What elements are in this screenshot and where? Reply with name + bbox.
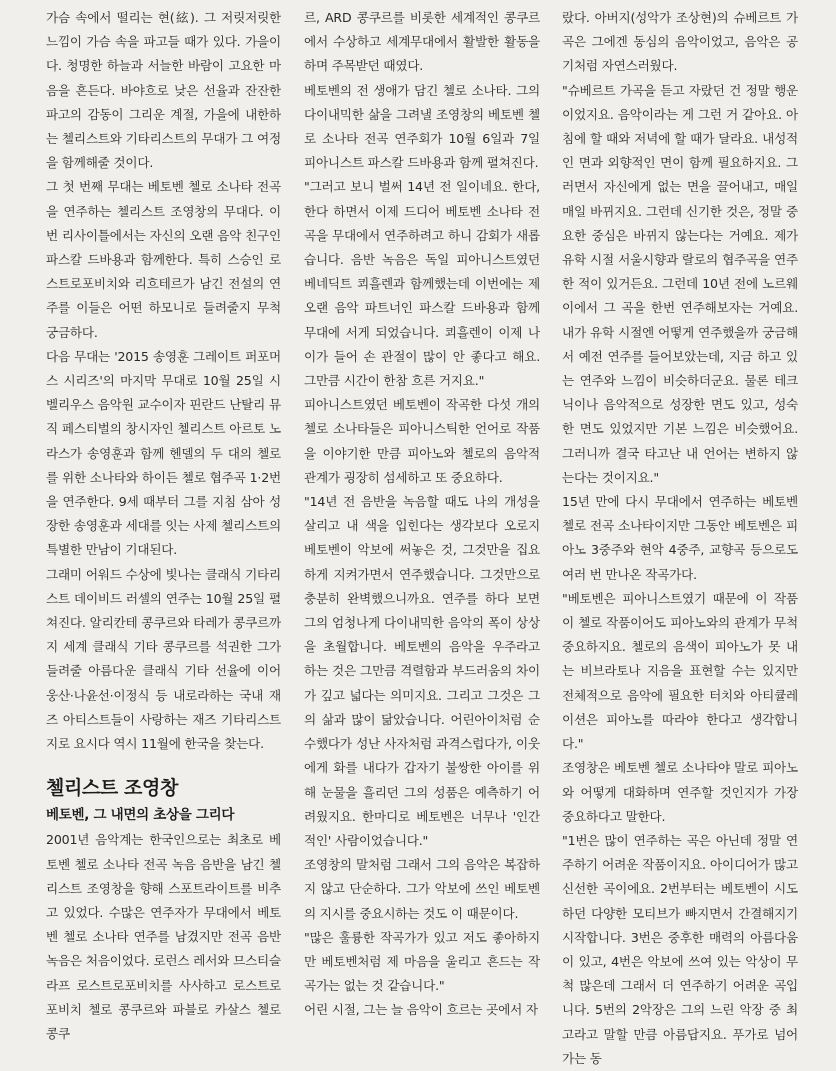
body-paragraph: 그래미 어워드 수상에 빛나는 클래식 기타리스트 데이비드 러셀의 연주는 10월 25일 펼쳐진다. 알리칸테 콩쿠르와 타레가 콩쿠르까지 세계 클래식 기타 콩쿠르를 석권한 그가 들려줄 아름다운 클래식 기타 선율에 이어 웅산·나윤선·이정식 등 내로라하는 국내 재즈 아티스트들이 사랑하는 재즈 기타리스트 지로 요시다 역시 11월에 한국을 찾는다. bbox=[46, 566, 281, 752]
body-paragraph: 조영창은 베토벤 첼로 소나타야 말로 피아노와 어떻게 대화하며 연주할 것인지가 가장 중요하다고 말한다. bbox=[562, 760, 798, 824]
quote-paragraph: "슈베르트 가곡을 듣고 자랐던 건 정말 행운이었지요. 음악이라는 게 그런 거 같아요. 아침에 할 때와 저녁에 할 때가 달라요. 내성적인 면과 외향적인 면이 함께 필요하지요. 그러면서 자신에게 없는 면을 끌어내고, 매일매일 바뀌지요. 그런데 신기한 것은, 정말 중요한 중심은 바뀌지 않는다는 거예요. 제가 유학 시절 서울시향과 랄로의 협주곡을 연주한 적이 있거든요. 그런데 10년 전에 노르웨이에서 그 곡을 한번 연주해보자는 거예요. 내가 유학 시절엔 어떻게 연주했을까 궁금해서 예전 연주를 들어보았는데, 지금 하고 있는 연주와 느낌이 비슷하더군요. 물론 테크닉이나 음악적으로 성장한 면도 있고, 성숙한 면도 있었지만 기본 느낌은 비슷했어요. 그러니까 결국 타고난 내 언어는 변하지 않는다는 것이지요." bbox=[562, 82, 798, 485]
body-paragraph: 가슴 속에서 떨리는 현(絃). 그 저릿저릿한 느낌이 가슴 속을 파고들 때가 있다. 가을이다. 청명한 하늘과 서늘한 바람이 고요한 마음을 흔든다. 바야흐로 낮은 선율과 잔잔한 파고의 감동이 그리운 계절, 가을에 내한하는 첼리스트와 기타리스트의 무대가 그 여정을 함께해줄 것이다. bbox=[46, 10, 281, 171]
body-paragraph: 베토벤의 전 생애가 담긴 첼로 소나타. 그의 다이내믹한 삶을 그려낼 조영창의 베토벤 첼로 소나타 전곡 연주회가 10월 6일과 7일 피아니스트 파스칼 드바용과 함께 펼쳐진다. bbox=[304, 82, 540, 171]
body-paragraph: 랐다. 아버지(성악가 조상현)의 슈베르트 가곡은 그에겐 동심의 음악이었고, 음악은 공기처럼 자연스러웠다. bbox=[562, 10, 798, 74]
body-paragraph: 그 첫 번째 무대는 베토벤 첼로 소나타 전곡을 연주하는 첼리스트 조영창의 무대다. 이번 리사이틀에서는 자신의 오랜 음악 친구인 파스칼 드바용과 함께한다. 특히 스승인 로스트로포비치와 리흐테르가 남긴 전설의 연주를 이들은 어떤 하모니로 들려줄지 무척 궁금하다. bbox=[46, 179, 281, 340]
quote-paragraph: "1번은 많이 연주하는 곡은 아닌데 정말 연주하기 어려운 작품이지요. 아이디어가 많고 신선한 곡이에요. 2번부터는 베토벤이 시도하던 다양한 모티브가 빠지면서 간결해지기 시작합니다. 3번은 중후한 매력의 아름다움이 있고, 4번은 악보에 쓰여 있는 악상이 무척 많은데 그래서 더 연주하기 어려운 곡입니다. 5번의 2악장은 그의 느린 악장 중 최고라고 말할 만큼 아름답지요. 푸가로 넘어가는 동 bbox=[562, 832, 798, 1066]
text-column-right bbox=[562, 6, 798, 1071]
body-paragraph: 15년 만에 다시 무대에서 연주하는 베토벤 첼로 전곡 소나타이지만 그동안 베토벤은 피아노 3중주와 현악 4중주, 교향곡 등으로도 여러 번 만나온 작곡가다. bbox=[562, 494, 798, 582]
quote-paragraph: "많은 훌륭한 작곡가가 있고 저도 좋아하지만 베토벤처럼 제 마음을 울리고 흔드는 작곡가는 없는 것 같습니다." bbox=[304, 929, 540, 994]
body-paragraph: 다음 무대는 '2015 송영훈 그레이트 퍼포머스 시리즈'의 마지막 무대로 10월 25일 시벨리우스 음악원 교수이자 핀란드 난탈리 뮤직 페스티벌의 창시자인 첼리스트 아르토 노라스가 송영훈과 함께 헨델의 두 대의 첼로를 위한 소나타와 하이든 첼로 협주곡 1·2번을 연주한다. 9세 때부터 그를 지침 삼아 성장한 송영훈과 세대를 잇는 사제 첼리스트의 특별한 만남이 기대된다. bbox=[46, 348, 281, 558]
body-paragraph: 피아니스트였던 베토벤이 작곡한 다섯 개의 첼로 소나타들은 피아니스틱한 언어로 작품을 이야기한 만큼 피아노와 첼로의 음악적 관계가 굉장히 섬세하고 또 중요하다. bbox=[304, 397, 540, 485]
body-paragraph: 르, ARD 콩쿠르를 비롯한 세계적인 콩쿠르에서 수상하고 세계무대에서 활발한 활동을 하며 주목받던 때였다. bbox=[304, 10, 540, 74]
quote-paragraph: "그러고 보니 벌써 14년 전 일이네요. 한다, 한다 하면서 이제 드디어 베토벤 소나타 전곡을 무대에서 연주하려고 하니 감회가 새롭습니다. 음반 녹음은 독일 피아니스트였던 베네딕트 쾨흘렌과 함께했는데 이번에는 제 오랜 음악 파트너인 파스칼 드바용과 함께 무대에 서게 되었습니다. 쾨흘렌이 이제 나이가 들어 손 관절이 많이 안 좋다고 해요. 그만큼 시간이 한참 흐른 거지요." bbox=[304, 179, 540, 389]
section-title: 첼리스트 조영창 bbox=[46, 777, 178, 800]
text-column-left bbox=[46, 6, 281, 1046]
section-subtitle: 베토벤, 그 내면의 초상을 그리다 bbox=[46, 807, 235, 824]
quote-paragraph: "14년 전 음반을 녹음할 때도 나의 개성을 살리고 내 색을 입힌다는 생각보다 오로지 베토벤이 악보에 써놓은 것, 그것만을 집요하게 지켜가면서 연주했습니다. 그것만으로 충분히 완벽했으니까요. 연주를 하다 보면 그의 엄청나게 다이내믹한 음악의 폭이 상상을 초월합니다. 베토벤의 음악을 우주라고 하는 것은 그만큼 격렬함과 부드러움의 차이가 깊고 넓다는 의미지요. 그리고 그것은 그의 삶과 많이 닮았습니다. 어린아이처럼 순수했다가 성난 사자처럼 과격스럽다가, 이웃에게 화를 내다가 갑자기 불쌍한 아이를 위해 눈물을 흘리던 그의 성품은 예측하기 어려웠지요. 한마디로 베토벤은 너무나 '인간적인' 사람이었습니다." bbox=[304, 494, 540, 848]
text-column-middle bbox=[304, 6, 540, 1023]
quote-paragraph: "베토벤은 피아니스트였기 때문에 이 작품이 첼로 작품이어도 피아노와의 관계가 무척 중요하지요. 첼로의 음색이 피아노가 못 내는 비브라토나 지음을 표현할 수는 있지만 전체적으로 음악에 필요한 터치와 아티큘레이션은 피아노를 따라야 한다고 생각합니다." bbox=[562, 590, 798, 752]
body-paragraph: 조영창의 말처럼 그래서 그의 음악은 복잡하지 않고 단순하다. 그가 악보에 쓰인 베토벤의 지시를 중요시하는 것도 이 때문이다. bbox=[304, 857, 540, 921]
body-paragraph: 어린 시절, 그는 늘 음악이 흐르는 곳에서 자 bbox=[304, 1002, 538, 1018]
body-paragraph: 2001년 음악계는 한국인으로는 최초로 베토벤 첼로 소나타 전곡 녹음 음반을 남긴 첼리스트 조영창을 향해 스포트라이트를 비추고 있었다. 수많은 연주자가 무대에서 베토벤 첼로 소나타 연주를 남겼지만 전곡 음반 녹음은 처음이었다. 로런스 레서와 므스티슬라프 로스트로포비치를 사사하고 로스트로포비치 첼로 콩쿠르와 파블로 카살스 첼로 콩쿠 bbox=[46, 832, 281, 1041]
